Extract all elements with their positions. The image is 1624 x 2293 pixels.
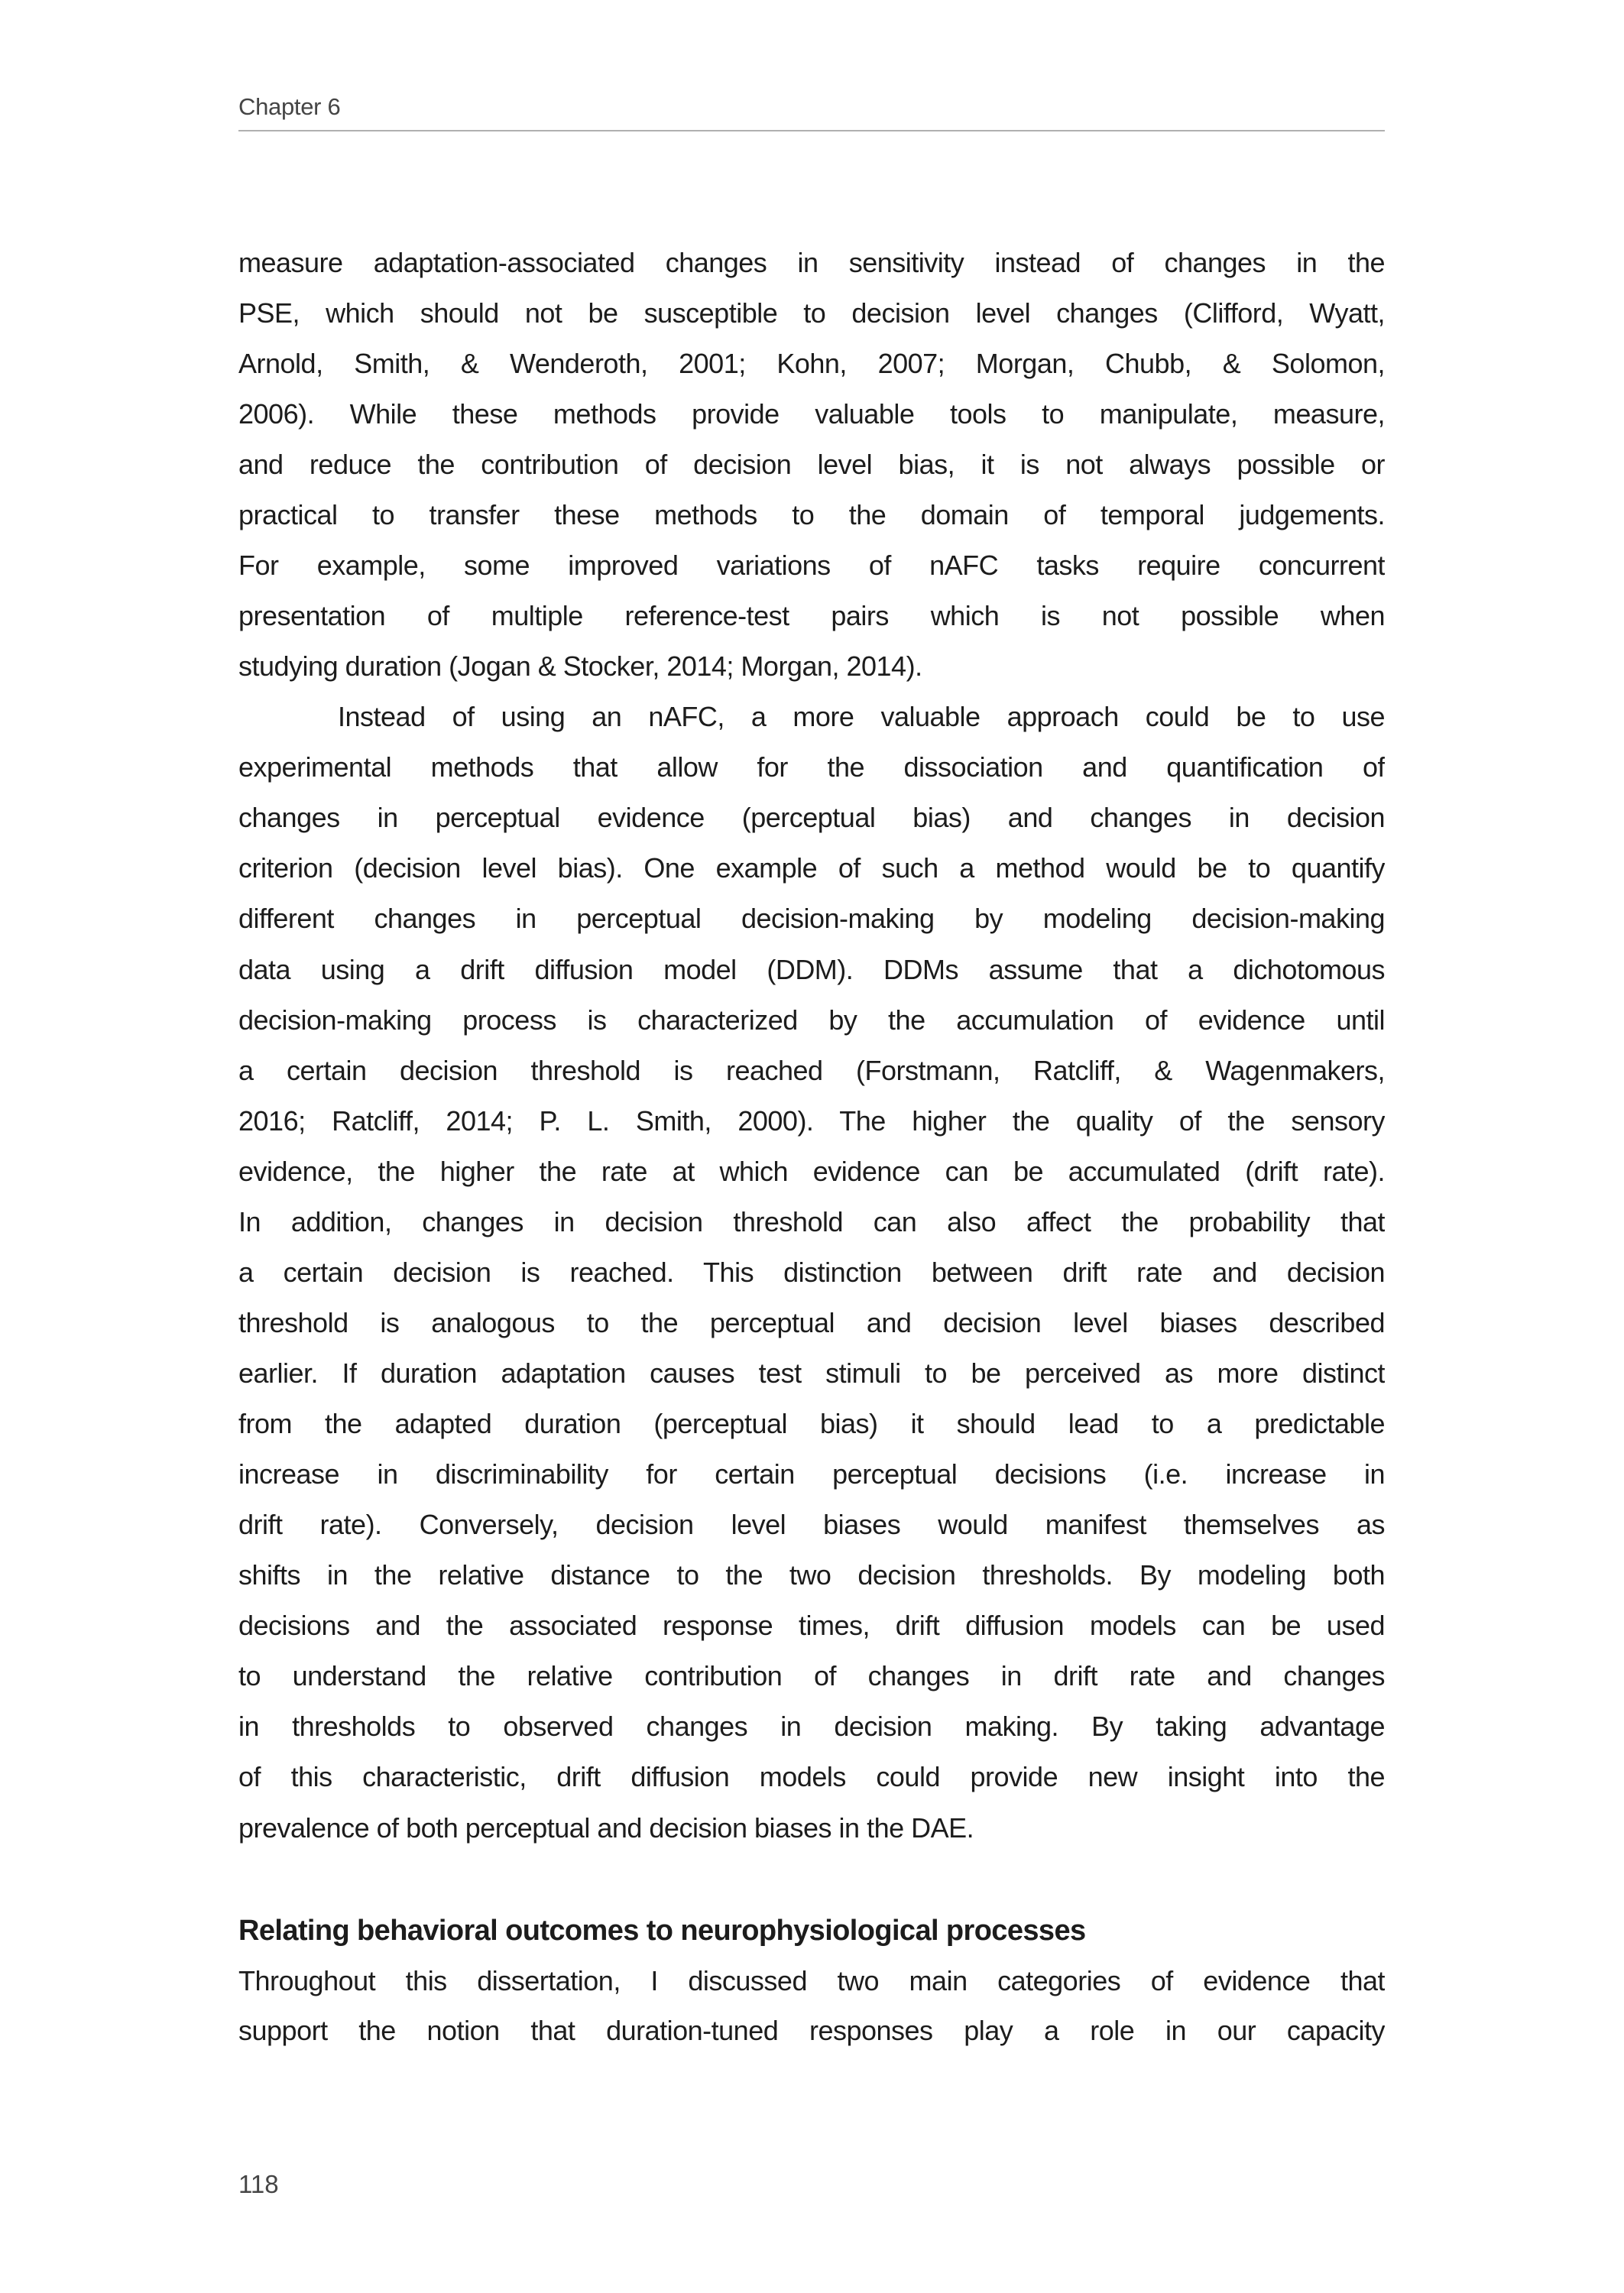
text-line: shifts in the relative distance to the two decision thresholds. By modeling both: [238, 1559, 1385, 1591]
text-line: to understand the relative contribution of changes in drift rate and changes: [238, 1660, 1385, 1691]
text-line: and reduce the contribution of decision level bias, it is not always possible or: [238, 449, 1385, 480]
text-line: evidence, the higher the rate at which evidence can be accumulated (drift rate).: [238, 1156, 1385, 1187]
text-line: In addition, changes in decision threshold can also affect the probability that: [238, 1206, 1385, 1237]
running-head-chapter: Chapter 6: [238, 93, 341, 120]
text-line: of this characteristic, drift diffusion models could provide new insight into the: [238, 1761, 1385, 1792]
text-line: earlier. If duration adaptation causes test stimuli to be perceived as more distinct: [238, 1357, 1385, 1389]
text-line: For example, some improved variations of nAFC tasks require concurrent: [238, 550, 1385, 581]
text-line: from the adapted duration (perceptual bias) it should lead to a predictable: [238, 1408, 1385, 1439]
text-line: 2016; Ratcliff, 2014; P. L. Smith, 2000). The higher the quality of the sensory: [238, 1105, 1385, 1137]
text-line: Throughout this dissertation, I discussed two main categories of evidence that: [238, 1965, 1385, 1996]
text-line: increase in discriminability for certain perceptual decisions (i.e. increase in: [238, 1458, 1385, 1490]
page-number: 118: [238, 2170, 279, 2198]
section-heading: Relating behavioral outcomes to neurophysiological processes: [238, 1915, 1086, 1947]
text-line: decisions and the associated response times, drift diffusion models can be used: [238, 1610, 1385, 1641]
text-line: Arnold, Smith, & Wenderoth, 2001; Kohn, 2007; Morgan, Chubb, & Solomon,: [238, 348, 1385, 379]
text-line: a certain decision threshold is reached (Forstmann, Ratcliff, & Wagenmakers,: [238, 1055, 1385, 1086]
text-line: in thresholds to observed changes in decision making. By taking advantage: [238, 1711, 1385, 1742]
text-line: measure adaptation-associated changes in sensitivity instead of changes in the: [238, 247, 1385, 278]
text-line: decision-making process is characterized by the accumulation of evidence until: [238, 1004, 1385, 1036]
text-line: threshold is analogous to the perceptual and decision level biases described: [238, 1307, 1385, 1338]
text-line: PSE, which should not be susceptible to decision level changes (Clifford, Wyatt,: [238, 297, 1385, 329]
text-line: different changes in perceptual decision-making by modeling decision-making: [238, 903, 1385, 934]
text-line: criterion (decision level bias). One example of such a method would be to quantify: [238, 852, 1385, 884]
text-line: presentation of multiple reference-test pairs which is not possible when: [238, 600, 1385, 631]
text-line-indented: Instead of using an nAFC, a more valuable approach could be to use: [338, 701, 1385, 732]
header-rule-divider: [238, 130, 1385, 131]
text-line: changes in perceptual evidence (perceptual bias) and changes in decision: [238, 802, 1385, 833]
text-line: drift rate). Conversely, decision level biases would manifest themselves as: [238, 1509, 1385, 1540]
text-line: data using a drift diffusion model (DDM). DDMs assume that a dichotomous: [238, 954, 1385, 985]
text-line: studying duration (Jogan & Stocker, 2014; Morgan, 2014).: [238, 650, 922, 682]
text-line: prevalence of both perceptual and decision biases in the DAE.: [238, 1812, 974, 1844]
text-line: 2006). While these methods provide valuable tools to manipulate, measure,: [238, 398, 1385, 430]
text-line: support the notion that duration-tuned responses play a role in our capacity: [238, 2015, 1385, 2046]
text-line: practical to transfer these methods to the domain of temporal judgements.: [238, 499, 1385, 530]
text-line: experimental methods that allow for the dissociation and quantification of: [238, 751, 1385, 783]
text-line: a certain decision is reached. This distinction between drift rate and decision: [238, 1257, 1385, 1288]
